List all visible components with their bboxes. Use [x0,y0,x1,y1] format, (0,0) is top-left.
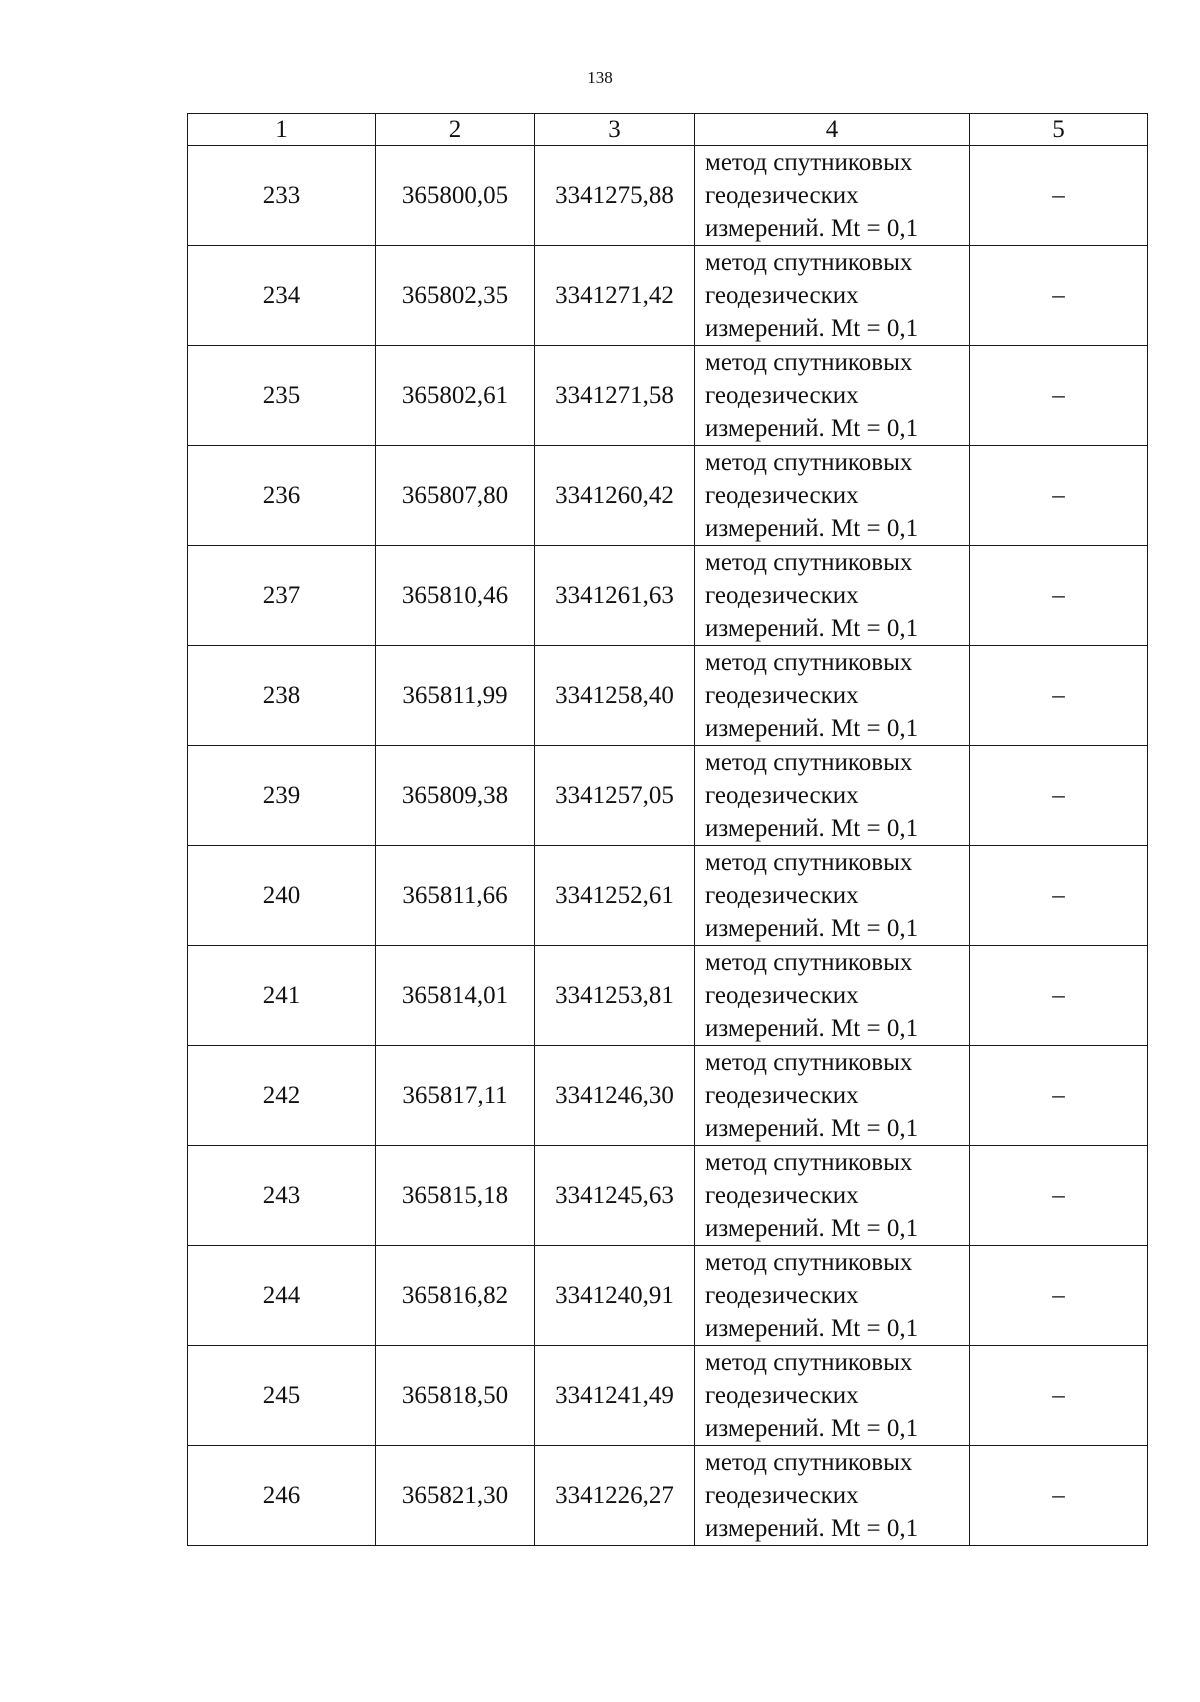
table-row [188,1246,1148,1346]
method-cell [695,646,970,746]
table-row [188,246,1148,346]
method-cell [695,746,970,846]
point-number-cell: 242 [188,1046,376,1146]
page-number: 138 [587,68,613,87]
point-number-cell: 238 [188,646,376,746]
method-cell [695,546,970,646]
method-cell [695,446,970,546]
point-number-cell: 240 [188,846,376,946]
method-cell [695,1046,970,1146]
x-coordinate-cell: 365821,30 [376,1446,535,1546]
point-number-cell: 243 [188,1146,376,1246]
method-text-line: метод спутниковых [705,1449,913,1476]
header-col-2: 2 [376,114,535,146]
method-text-line: измерений. Mt = 0,1 [705,1215,919,1242]
x-coordinate-cell: 365815,18 [376,1146,535,1246]
method-text-line: метод спутниковых [705,849,913,876]
y-coordinate-cell: 3341260,42 [535,446,695,546]
x-coordinate-cell: 365807,80 [376,446,535,546]
method-text-line: метод спутниковых [705,1049,913,1076]
method-text-line: метод спутниковых [705,149,913,176]
y-coordinate-cell: 3341258,40 [535,646,695,746]
method-cell [695,146,970,246]
method-text-line: геодезических [705,182,859,209]
header-col-4: 4 [695,114,970,146]
point-number-cell: 241 [188,946,376,1046]
note-cell: – [970,946,1148,1046]
method-text-line: метод спутниковых [705,949,913,976]
method-text-line: метод спутниковых [705,1149,913,1176]
note-cell: – [970,1346,1148,1446]
method-text-line: геодезических [705,282,859,309]
method-cell [695,246,970,346]
method-text-line: геодезических [705,682,859,709]
x-coordinate-cell: 365816,82 [376,1246,535,1346]
table-row [188,1446,1148,1546]
point-number-cell: 246 [188,1446,376,1546]
header-col-5: 5 [970,114,1148,146]
method-text-line: метод спутниковых [705,749,913,776]
method-text-line: измерений. Mt = 0,1 [705,615,919,642]
point-number-cell: 236 [188,446,376,546]
header-col-3: 3 [535,114,695,146]
point-number-cell: 234 [188,246,376,346]
x-coordinate-cell: 365802,35 [376,246,535,346]
y-coordinate-cell: 3341245,63 [535,1146,695,1246]
x-coordinate-cell: 365811,99 [376,646,535,746]
method-text-line: геодезических [705,382,859,409]
method-text-line: измерений. Mt = 0,1 [705,1315,919,1342]
note-cell: – [970,646,1148,746]
method-text-line: геодезических [705,982,859,1009]
x-coordinate-cell: 365802,61 [376,346,535,446]
note-cell: – [970,1046,1148,1146]
y-coordinate-cell: 3341240,91 [535,1246,695,1346]
method-cell [695,846,970,946]
table-row [188,1046,1148,1146]
method-text-line: метод спутниковых [705,449,913,476]
method-text-line: геодезических [705,1282,859,1309]
point-number-cell: 244 [188,1246,376,1346]
header-col-1: 1 [188,114,376,146]
x-coordinate-cell: 365810,46 [376,546,535,646]
table-row [188,646,1148,746]
method-text-line: измерений. Mt = 0,1 [705,1415,919,1442]
y-coordinate-cell: 3341261,63 [535,546,695,646]
note-cell: – [970,146,1148,246]
method-cell [695,1346,970,1446]
method-text-line: измерений. Mt = 0,1 [705,1515,919,1542]
note-cell: – [970,746,1148,846]
method-text-line: геодезических [705,882,859,909]
point-number-cell: 237 [188,546,376,646]
y-coordinate-cell: 3341246,30 [535,1046,695,1146]
note-cell: – [970,246,1148,346]
table-row [188,846,1148,946]
method-text-line: измерений. Mt = 0,1 [705,515,919,542]
note-cell: – [970,846,1148,946]
point-number-cell: 245 [188,1346,376,1446]
method-cell [695,1246,970,1346]
y-coordinate-cell: 3341257,05 [535,746,695,846]
method-text-line: измерений. Mt = 0,1 [705,315,919,342]
x-coordinate-cell: 365818,50 [376,1346,535,1446]
method-text-line: геодезических [705,1482,859,1509]
table-row [188,946,1148,1046]
y-coordinate-cell: 3341226,27 [535,1446,695,1546]
table-row [188,346,1148,446]
y-coordinate-cell: 3341241,49 [535,1346,695,1446]
method-text-line: метод спутниковых [705,249,913,276]
table-row [188,1146,1148,1246]
coordinates-table [187,113,1148,1546]
method-text-line: метод спутниковых [705,1249,913,1276]
table-row [188,146,1148,246]
point-number-cell: 239 [188,746,376,846]
x-coordinate-cell: 365809,38 [376,746,535,846]
method-text-line: измерений. Mt = 0,1 [705,815,919,842]
method-text-line: метод спутниковых [705,1349,913,1376]
x-coordinate-cell: 365811,66 [376,846,535,946]
table-header [188,114,1148,146]
x-coordinate-cell: 365814,01 [376,946,535,1046]
note-cell: – [970,1146,1148,1246]
method-text-line: геодезических [705,1182,859,1209]
table-row [188,446,1148,546]
table-row [188,746,1148,846]
method-text-line: измерений. Mt = 0,1 [705,215,919,242]
x-coordinate-cell: 365817,11 [376,1046,535,1146]
method-cell [695,1146,970,1246]
method-text-line: метод спутниковых [705,649,913,676]
method-cell [695,346,970,446]
note-cell: – [970,546,1148,646]
method-text-line: геодезических [705,782,859,809]
method-text-line: измерений. Mt = 0,1 [705,415,919,442]
note-cell: – [970,346,1148,446]
y-coordinate-cell: 3341271,58 [535,346,695,446]
table-row [188,1346,1148,1446]
method-text-line: измерений. Mt = 0,1 [705,915,919,942]
method-text-line: геодезических [705,582,859,609]
note-cell: – [970,446,1148,546]
method-text-line: метод спутниковых [705,549,913,576]
y-coordinate-cell: 3341271,42 [535,246,695,346]
y-coordinate-cell: 3341252,61 [535,846,695,946]
method-text-line: измерений. Mt = 0,1 [705,1015,919,1042]
method-cell [695,946,970,1046]
method-text-line: геодезических [705,482,859,509]
note-cell: – [970,1446,1148,1546]
method-cell [695,1446,970,1546]
y-coordinate-cell: 3341253,81 [535,946,695,1046]
x-coordinate-cell: 365800,05 [376,146,535,246]
method-text-line: геодезических [705,1382,859,1409]
table-row [188,546,1148,646]
point-number-cell: 233 [188,146,376,246]
table-body [188,146,1148,1546]
y-coordinate-cell: 3341275,88 [535,146,695,246]
note-cell: – [970,1246,1148,1346]
point-number-cell: 235 [188,346,376,446]
method-text-line: измерений. Mt = 0,1 [705,1115,919,1142]
method-text-line: измерений. Mt = 0,1 [705,715,919,742]
method-text-line: геодезических [705,1082,859,1109]
method-text-line: метод спутниковых [705,349,913,376]
header-row [188,114,1148,146]
